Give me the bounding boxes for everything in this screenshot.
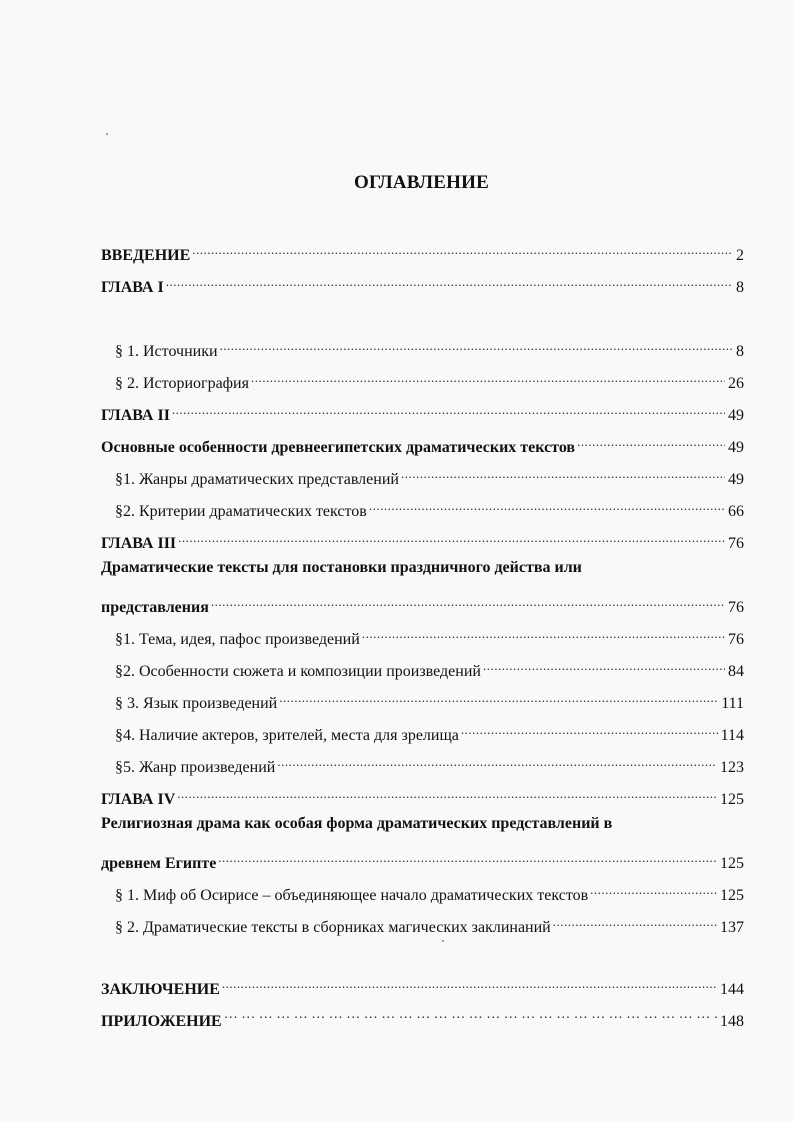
toc-entry-section[interactable] <box>115 716 744 744</box>
toc-entry-page: 49 <box>728 471 744 488</box>
dot-leader <box>401 460 725 484</box>
toc-entry-label: ГЛАВА I <box>101 279 164 296</box>
toc-entry-page: 49 <box>728 407 744 424</box>
toc-entry-section[interactable] <box>115 908 744 936</box>
toc-entry-section[interactable] <box>115 684 744 712</box>
toc-entry-chapter-4-title[interactable] <box>101 844 744 872</box>
toc-entry-introduction[interactable] <box>101 236 744 264</box>
toc-entry-page: 114 <box>720 727 744 744</box>
toc-entry-chapter-1[interactable] <box>101 268 744 296</box>
toc-entry-label: ЗАКЛЮЧЕНИЕ <box>101 981 220 998</box>
toc-entry-label: § 2. Историография <box>115 375 249 392</box>
toc-entry-label: § 1. Миф об Осирисе – объединяющее начало драматических текстов <box>115 887 589 904</box>
dot-leader <box>220 332 733 356</box>
dot-leader <box>362 620 725 644</box>
toc-entry-page: 8 <box>736 343 744 360</box>
toc-entry-label: §1. Тема, идея, пафос произведений <box>115 631 360 648</box>
toc-entry-conclusion[interactable] <box>101 970 744 998</box>
dot-leader <box>369 492 725 516</box>
dot-leader <box>211 588 725 612</box>
toc-entry-section[interactable] <box>115 748 744 776</box>
dot-leader <box>178 524 725 548</box>
toc-entry-label: §5. Жанр произведений <box>115 759 276 776</box>
toc-entry-label: § 2. Драматические тексты в сборниках магических заклинаний <box>115 919 551 936</box>
toc-entry-page: 76 <box>728 599 744 616</box>
dot-leader <box>218 844 717 868</box>
toc-entry-label: ГЛАВА IV <box>101 791 176 808</box>
dot-leader <box>224 1002 717 1026</box>
toc-entry-label: §1. Жанры драматических представлений <box>115 471 399 488</box>
toc-entry-page: 26 <box>728 375 744 392</box>
toc-entry-label: ГЛАВА III <box>101 535 177 552</box>
scan-speck <box>442 940 444 942</box>
toc-entry-page: 8 <box>736 279 744 296</box>
toc-entry-label: ПРИЛОЖЕНИЕ <box>101 1013 222 1030</box>
toc-entry-label: Основные особенности древнеегипетских драматических текстов <box>101 439 576 456</box>
toc-entry-label: ГЛАВА II <box>101 407 170 424</box>
toc-entry-page: 148 <box>720 1013 744 1030</box>
dot-leader <box>277 748 717 772</box>
toc-entry-label: §2. Особенности сюжета и композиции произведений <box>115 663 481 680</box>
toc-title: ОГЛАВЛЕНИЕ <box>354 172 489 193</box>
toc-entry-page: 111 <box>721 695 744 712</box>
toc-entry-page: 76 <box>728 631 744 648</box>
toc-entry-section[interactable] <box>115 652 744 680</box>
dot-leader <box>251 364 725 388</box>
dot-leader <box>192 236 733 260</box>
toc-entry-label: древнем Египте <box>101 855 217 872</box>
toc-entry-chapter-3-title[interactable] <box>101 588 744 616</box>
toc-entry-page: 125 <box>720 855 744 872</box>
toc-entry-section[interactable] <box>115 332 744 360</box>
scan-speck <box>106 133 108 135</box>
toc-entry-page: 49 <box>728 439 744 456</box>
toc-entry-section[interactable] <box>115 492 744 520</box>
toc-entry-page: 125 <box>720 887 744 904</box>
dot-leader <box>279 684 718 708</box>
dot-leader <box>172 396 725 420</box>
toc-entry-label: ВВЕДЕНИЕ <box>101 247 191 264</box>
toc-entry-page: 125 <box>720 791 744 808</box>
toc-entry-page: 84 <box>728 663 744 680</box>
toc-entry-label: §2. Критерии драматических текстов <box>115 503 367 520</box>
dot-leader <box>483 652 725 676</box>
toc-entry-chapter-4-title-line-1: Религиозная драма как особая форма драматических представлений в <box>101 815 613 832</box>
toc-entry-appendix[interactable] <box>101 1002 744 1030</box>
toc-entry-label: § 3. Язык произведений <box>115 695 278 712</box>
toc-entry-page: 123 <box>720 759 744 776</box>
toc-entry-label: § 1. Источники <box>115 343 218 360</box>
toc-entry-section[interactable] <box>115 876 744 904</box>
toc-entry-chapter-2[interactable] <box>101 396 744 424</box>
toc-entry-page: 66 <box>728 503 744 520</box>
toc-entry-page: 2 <box>736 247 744 264</box>
dot-leader <box>461 716 718 740</box>
toc-entry-chapter-3-title-line-1: Драматические тексты для постановки праздничного действа или <box>101 559 582 576</box>
toc-entry-section[interactable] <box>115 364 744 392</box>
dot-leader <box>222 970 717 994</box>
dot-leader <box>590 876 717 900</box>
dot-leader <box>553 908 717 932</box>
dot-leader <box>577 428 725 452</box>
dot-leader <box>177 780 717 804</box>
toc-entry-page: 144 <box>720 981 744 998</box>
toc-entry-chapter-3[interactable] <box>101 524 744 552</box>
toc-entry-label: представления <box>101 599 209 616</box>
toc-entry-page: 137 <box>720 919 744 936</box>
toc-entry-label: §4. Наличие актеров, зрителей, места для зрелища <box>115 727 459 744</box>
toc-entry-page: 76 <box>728 535 744 552</box>
toc-entry-section[interactable] <box>115 460 744 488</box>
toc-entry-chapter-2-title[interactable] <box>101 428 744 456</box>
toc-entry-section[interactable] <box>115 620 744 648</box>
toc-entry-chapter-4[interactable] <box>101 780 744 808</box>
dot-leader <box>166 268 733 292</box>
